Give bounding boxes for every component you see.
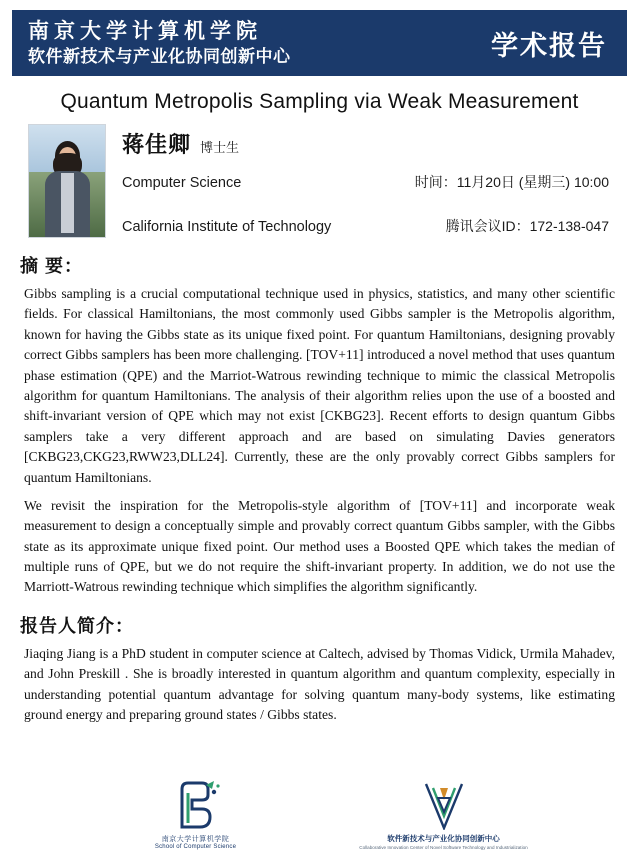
bio-heading: 报告人简介：: [20, 615, 134, 636]
poster-page: [0, 10, 639, 856]
speaker-affiliation: California Institute of Technology: [122, 219, 332, 235]
logo-left-caption-cn: 南京大学计算机学院: [161, 836, 230, 843]
footer-logos: [0, 778, 639, 850]
speaker-department-row: [122, 172, 613, 192]
speaker-name: 蒋佳卿: [122, 132, 192, 157]
speaker-affiliation-row: [122, 216, 613, 236]
abstract-paragraph-2: We revisit the inspiration for the Metropolis-style algorithm of [TOV+11] and incorporate weak measurement to design a conceptually simple and provably correct quantum Gibbs sampler, with the Gibbs state as its approximate unique fixed point. Our method uses a Boosted QPE which takes the median of multiple runs of QPE, but we do not require the shift-invariant property. In addition, we do not use the Marriott-Watrous rewinding technique which simplifies the algorithm significantly.: [24, 497, 615, 595]
logo-left-block: [111, 779, 281, 850]
speaker-degree: 博士生: [200, 140, 240, 155]
speaker-photo: [28, 124, 106, 238]
meeting-id: 腾讯会议ID：172-138-047: [445, 218, 609, 234]
speaker-name-row: [122, 128, 613, 159]
speaker-department: Computer Science: [122, 175, 242, 191]
bio-paragraph: Jiaqing Jiang is a PhD student in computer science at Caltech, advised by Thomas Vidick, Urmila Mahadev, and John Preskill . She is broadly interested in quantum algorithm and quantum complexity, especially in understanding potential quantum advantage for solving quantum many-body systems, like estimating ground energy and preparing ground states / Gibbs states.: [24, 645, 615, 723]
photo-person-shirt: [61, 173, 74, 233]
header-badge: 学术报告: [491, 30, 607, 61]
abstract-heading: 摘 要：: [20, 256, 84, 276]
logo-left-caption-en: School of Computer Science: [154, 844, 237, 850]
logo-right-caption-en: Collaborative Innovation Center of Novel Software Technology and Industrialization: [359, 845, 528, 850]
header-institution: [28, 19, 291, 68]
logo-right-caption-cn: 软件新技术与产业化协同创新中心: [387, 834, 500, 843]
nju-cs-logo-icon: [168, 779, 224, 831]
logo-right-block: [359, 778, 529, 850]
page-title: Quantum Metropolis Sampling via Weak Measurement: [60, 90, 579, 113]
speaker-block: [28, 124, 613, 238]
innovation-center-logo-icon: [416, 778, 472, 830]
header-line-1: 南京大学计算机学院: [28, 19, 262, 43]
abstract-paragraph-1: Gibbs sampling is a crucial computational technique used in physics, statistics, and many other scientific fields. For classical Hamiltonians, the most commonly used Gibbs sampler is the Metropolis algorithm, known for having the Gibbs state as its unique fixed point. For quantum Hamiltonians, designing provably correct Gibbs samplers has been more challenging. [TOV+11] introduced a novel method that uses quantum phase estimation (QPE) and the Marriot-Watrous rewinding technique to mimic the classical Metropolis algorithm for quantum Hamiltonians. The analysis of their algorithm relies upon the use of a boosted and shift-invariant version of QPE which may not exist [CKBG23]. Recent efforts to design quantum Gibbs samplers take a very different approach and are based on simulating Davies generators [CKBG23,CKG23,RWW23,DLL24]. Currently, these are the only provably correct Gibbs samplers for quantum Hamiltonians.: [24, 286, 615, 485]
talk-time: 时间：11月20日 (星期三) 10:00: [414, 174, 609, 190]
speaker-details: [122, 124, 613, 236]
header-line-2: 软件新技术与产业化协同创新中心: [28, 47, 291, 66]
header-banner: [12, 10, 627, 76]
